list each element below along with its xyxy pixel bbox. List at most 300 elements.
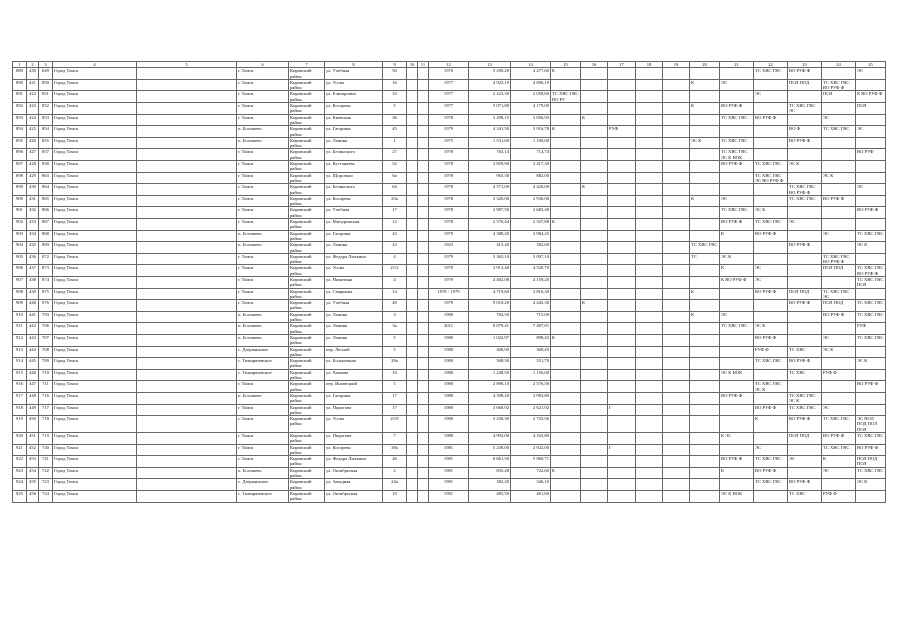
table-cell: 485,50: [469, 490, 511, 502]
table-cell: ул. Октябрьская: [325, 467, 383, 479]
table-cell: Город Томск: [53, 149, 137, 161]
table-cell: 447: [27, 381, 39, 393]
table-cell: 916: [13, 381, 27, 393]
table-cell: 891: [13, 91, 27, 103]
table-cell: К: [720, 230, 754, 242]
table-cell: Город Томск: [53, 276, 137, 288]
table-cell: [720, 242, 754, 254]
table-row: [13, 323, 886, 335]
table-cell: [137, 172, 237, 184]
table-cell: 763,14: [469, 149, 511, 161]
table-cell: [822, 358, 856, 370]
table-cell: [608, 392, 636, 404]
table-cell: Город Томск: [53, 479, 137, 491]
table-cell: [608, 149, 636, 161]
table-cell: [137, 392, 237, 404]
column-number: 13: [469, 62, 511, 68]
table-cell: [418, 467, 429, 479]
table-cell: ул. Пирогова: [325, 433, 383, 445]
table-cell: 874: [39, 276, 53, 288]
table-cell: [608, 242, 636, 254]
table-cell: [137, 103, 237, 115]
table-cell: [690, 184, 720, 196]
table-row: [13, 137, 886, 149]
table-cell: ТС ХВС ГВС: [754, 358, 788, 370]
table-cell: ЭС К: [856, 242, 886, 254]
table-cell: ул. Косарева: [325, 444, 383, 456]
table-cell: [137, 334, 237, 346]
table-cell: Кировский район: [289, 265, 325, 277]
table-cell: [407, 161, 418, 173]
table-cell: ТС ХВС ГВС ВО РУФ Ф: [788, 184, 822, 196]
table-cell: ТС ХВС ГВС: [788, 195, 822, 207]
table-cell: ул. Косарева: [325, 195, 383, 207]
table-cell: 710: [39, 369, 53, 381]
column-number: 25: [856, 62, 886, 68]
table-cell: Кировский район: [289, 346, 325, 358]
table-cell: [720, 416, 754, 433]
table-cell: 5: [383, 334, 407, 346]
table-cell: [581, 126, 608, 138]
table-cell: Город Томск: [53, 68, 137, 80]
table-cell: 923: [13, 467, 27, 479]
table-cell: [551, 346, 581, 358]
table-cell: [608, 137, 636, 149]
table-cell: г. Томск: [237, 195, 289, 207]
table-cell: [690, 323, 720, 335]
table-cell: ул. Гагарина: [325, 392, 383, 404]
table-cell: [663, 172, 690, 184]
table-cell: [720, 184, 754, 196]
table-cell: 1981: [429, 490, 469, 502]
table-cell: 3 298,15: [469, 114, 511, 126]
table-cell: 716: [39, 392, 53, 404]
table-cell: [690, 416, 720, 433]
table-cell: [636, 276, 663, 288]
table-cell: 864: [39, 184, 53, 196]
table-row: [13, 311, 886, 323]
table-cell: [551, 444, 581, 456]
table-cell: 873: [39, 265, 53, 277]
table-row: [13, 184, 886, 196]
table-cell: 5: [383, 346, 407, 358]
table-row: [13, 253, 886, 265]
table-cell: [690, 346, 720, 358]
table-cell: [636, 323, 663, 335]
table-cell: [720, 346, 754, 358]
table-cell: 14: [383, 288, 407, 300]
table-cell: 29а: [383, 195, 407, 207]
table-cell: 382,20: [469, 479, 511, 491]
table-cell: 422: [27, 91, 39, 103]
table-cell: Кировский район: [289, 334, 325, 346]
table-cell: 5: [383, 381, 407, 393]
table-cell: с. Тимирязевское: [237, 490, 289, 502]
table-cell: ТС ХВС ГВС: [856, 311, 886, 323]
table-cell: Город Томск: [53, 334, 137, 346]
table-cell: [636, 253, 663, 265]
table-cell: [690, 433, 720, 445]
table-cell: Город Томск: [53, 230, 137, 242]
table-cell: [407, 467, 418, 479]
table-cell: 709: [39, 358, 53, 370]
table-cell: 5 290,20: [469, 68, 511, 80]
table-cell: [720, 91, 754, 103]
table-cell: [407, 207, 418, 219]
table-row: [13, 416, 886, 433]
table-cell: [418, 207, 429, 219]
table-cell: 1978: [429, 161, 469, 173]
table-cell: [137, 369, 237, 381]
column-number: 24: [822, 62, 856, 68]
table-cell: 1978: [429, 219, 469, 231]
table-cell: г. Томск: [237, 416, 289, 433]
table-cell: [137, 276, 237, 288]
table-cell: [407, 184, 418, 196]
table-cell: ВО РУФ: [856, 149, 886, 161]
table-cell: [788, 230, 822, 242]
column-number: 9: [383, 62, 407, 68]
table-cell: К: [581, 184, 608, 196]
table-cell: [636, 456, 663, 468]
table-cell: ул. Гагарина: [325, 230, 383, 242]
table-cell: 17: [383, 404, 407, 416]
table-cell: 1981: [429, 456, 469, 468]
table-cell: 1978: [429, 149, 469, 161]
table-cell: [418, 149, 429, 161]
table-cell: Кировский район: [289, 311, 325, 323]
table-cell: 910: [13, 311, 27, 323]
table-cell: [418, 137, 429, 149]
table-cell: ЭС ПОЛ ПОД ПОЛ ПОЛ: [856, 416, 886, 433]
table-cell: ВО РУФ Ф: [720, 219, 754, 231]
table-cell: [663, 253, 690, 265]
table-cell: Кировский район: [289, 323, 325, 335]
table-cell: 453: [27, 456, 39, 468]
table-cell: 10: [383, 369, 407, 381]
table-cell: [636, 490, 663, 502]
table-cell: ул. Смирнова: [325, 288, 383, 300]
table-cell: [788, 265, 822, 277]
table-cell: [137, 404, 237, 416]
table-cell: Г: [608, 444, 636, 456]
table-cell: ПОЛ ПОД: [788, 288, 822, 300]
table-cell: 835,48: [469, 467, 511, 479]
table-cell: ТС ХВС: [788, 490, 822, 502]
table-cell: 421: [27, 79, 39, 91]
table-cell: 427: [27, 149, 39, 161]
table-cell: [137, 79, 237, 91]
table-cell: 432: [27, 207, 39, 219]
table-cell: Кировский район: [289, 300, 325, 312]
table-cell: [856, 404, 886, 416]
table-cell: [608, 311, 636, 323]
table-cell: 9 018,20: [469, 300, 511, 312]
table-cell: 901: [13, 207, 27, 219]
table-cell: ТС ХВС ГВС ЭС: [822, 288, 856, 300]
table-cell: ВО РУФ Ф: [856, 444, 886, 456]
table-cell: [636, 79, 663, 91]
table-cell: Город Томск: [53, 392, 137, 404]
table-cell: [690, 219, 720, 231]
table-cell: 3 859,90: [469, 161, 511, 173]
table-cell: [551, 149, 581, 161]
table-cell: 963,30: [469, 172, 511, 184]
table-cell: [822, 479, 856, 491]
table-cell: 2 058,60: [511, 91, 551, 103]
table-cell: 430: [27, 68, 39, 80]
table-cell: [137, 242, 237, 254]
column-number: 3: [39, 62, 53, 68]
table-cell: [663, 137, 690, 149]
table-cell: 6а: [383, 172, 407, 184]
table-cell: Город Томск: [53, 456, 137, 468]
table-cell: [407, 479, 418, 491]
table-cell: 721: [39, 456, 53, 468]
table-cell: [720, 288, 754, 300]
table-cell: 858: [39, 161, 53, 173]
table-cell: [822, 242, 856, 254]
table-cell: [551, 172, 581, 184]
table-cell: 4 179,00: [511, 103, 551, 115]
table-row: [13, 300, 886, 312]
table-cell: [608, 456, 636, 468]
table-cell: [407, 79, 418, 91]
table-cell: 27: [383, 149, 407, 161]
table-cell: [551, 300, 581, 312]
table-cell: 904: [13, 242, 27, 254]
table-cell: 346,10: [511, 479, 551, 491]
table-cell: [581, 242, 608, 254]
table-cell: ЭС: [822, 114, 856, 126]
table-cell: Кировский район: [289, 68, 325, 80]
table-cell: 33: [383, 91, 407, 103]
table-cell: ТС ХВС ГВС ЭС ВО РУФ Ф: [754, 172, 788, 184]
table-cell: Кировский район: [289, 79, 325, 91]
table-cell: 450: [27, 416, 39, 433]
table-cell: 1 248,50: [469, 369, 511, 381]
table-cell: ВО РУФ Ф: [856, 381, 886, 393]
table-row: [13, 444, 886, 456]
table-cell: [581, 91, 608, 103]
table-cell: ВО РУФ Ф: [754, 334, 788, 346]
table-cell: [663, 346, 690, 358]
table-cell: [636, 381, 663, 393]
table-cell: 896: [13, 149, 27, 161]
table-cell: 449: [27, 404, 39, 416]
table-cell: [137, 416, 237, 433]
table-cell: 875: [39, 288, 53, 300]
table-cell: 4 388,20: [469, 230, 511, 242]
table-cell: [663, 358, 690, 370]
table-cell: [581, 219, 608, 231]
table-cell: Г: [608, 404, 636, 416]
table-cell: [636, 91, 663, 103]
table-cell: ВО РУФ Ф: [754, 467, 788, 479]
table-cell: [608, 172, 636, 184]
table-cell: 1979: [429, 300, 469, 312]
table-cell: [608, 334, 636, 346]
table-cell: [137, 195, 237, 207]
table-cell: [137, 137, 237, 149]
table-cell: [856, 346, 886, 358]
table-cell: [788, 276, 822, 288]
table-cell: 893: [13, 114, 27, 126]
table-cell: 704,50: [469, 311, 511, 323]
table-cell: г. Томск: [237, 404, 289, 416]
table-cell: ВО РУФ Ф: [822, 433, 856, 445]
table-cell: ул. Ленина: [325, 137, 383, 149]
table-cell: 922: [13, 456, 27, 468]
table-cell: ТС ХВС ГВС: [720, 323, 754, 335]
table-cell: ВО РУФ Ф: [754, 114, 788, 126]
table-cell: [418, 334, 429, 346]
table-cell: с. Дзержинское: [237, 346, 289, 358]
table-cell: ВО РУФ Ф: [788, 137, 822, 149]
table-cell: [581, 392, 608, 404]
table-cell: [551, 114, 581, 126]
table-cell: Кировский район: [289, 219, 325, 231]
table-cell: Кировский район: [289, 381, 325, 393]
table-cell: [663, 392, 690, 404]
table-cell: [856, 219, 886, 231]
table-cell: ЭС К: [822, 172, 856, 184]
table-cell: ВО РУФ Ф: [856, 207, 886, 219]
table-cell: [551, 207, 581, 219]
table-cell: 4 341,50: [469, 126, 511, 138]
table-cell: [636, 265, 663, 277]
column-number: 8: [325, 62, 383, 68]
table-cell: [754, 311, 788, 323]
table-cell: [690, 207, 720, 219]
table-cell: ЭС: [822, 230, 856, 242]
table-cell: 446: [27, 369, 39, 381]
table-cell: [663, 444, 690, 456]
table-cell: 908: [13, 288, 27, 300]
table-cell: ЭС К: [788, 161, 822, 173]
table-cell: Город Томск: [53, 103, 137, 115]
table-cell: [754, 184, 788, 196]
table-cell: 917: [13, 392, 27, 404]
table-cell: [407, 68, 418, 80]
table-cell: 23: [383, 242, 407, 254]
table-cell: 903: [13, 230, 27, 242]
table-cell: РУФ Ф: [822, 369, 856, 381]
table-cell: [754, 433, 788, 445]
table-cell: [407, 219, 418, 231]
table-cell: 1977: [429, 79, 469, 91]
table-cell: ул. Учебная: [325, 68, 383, 80]
table-cell: [551, 404, 581, 416]
column-number: 7: [289, 62, 325, 68]
table-cell: Кировский район: [289, 253, 325, 265]
table-cell: [581, 404, 608, 416]
table-cell: Кировский район: [289, 433, 325, 445]
table-cell: 17: [383, 207, 407, 219]
table-cell: [581, 103, 608, 115]
table-cell: [551, 392, 581, 404]
table-cell: [407, 265, 418, 277]
table-cell: ул. Усова: [325, 416, 383, 433]
table-cell: ТС ХВС ГВС: [754, 161, 788, 173]
table-row: [13, 103, 886, 115]
table-cell: 2 936,00: [511, 195, 551, 207]
table-cell: [551, 369, 581, 381]
table-cell: 4 445,30: [511, 300, 551, 312]
table-cell: [137, 114, 237, 126]
table-cell: 5 238,00: [469, 444, 511, 456]
table-cell: Город Томск: [53, 172, 137, 184]
table-cell: Город Томск: [53, 444, 137, 456]
table-cell: 918: [13, 404, 27, 416]
table-cell: [663, 184, 690, 196]
table-cell: [608, 369, 636, 381]
table-cell: 451: [27, 433, 39, 445]
table-cell: 863: [39, 172, 53, 184]
table-cell: Кировский район: [289, 126, 325, 138]
table-cell: ВО РУФ Ф: [822, 311, 856, 323]
table-cell: 924: [13, 479, 27, 491]
table-cell: 1980: [429, 416, 469, 433]
table-cell: [663, 103, 690, 115]
table-cell: 722: [39, 467, 53, 479]
table-cell: Город Томск: [53, 381, 137, 393]
register-sheet: [12, 61, 886, 503]
table-cell: К: [690, 288, 720, 300]
table-cell: 1981: [429, 467, 469, 479]
table-cell: [636, 467, 663, 479]
table-cell: ул. Никитина: [325, 276, 383, 288]
table-cell: ТС ХВС ГВС: [856, 230, 886, 242]
table-cell: 43: [383, 230, 407, 242]
table-cell: [551, 490, 581, 502]
table-cell: [418, 195, 429, 207]
table-cell: ЭС: [856, 184, 886, 196]
table-cell: [137, 230, 237, 242]
table-cell: [822, 207, 856, 219]
table-cell: [418, 433, 429, 445]
table-cell: ул. Октябрьская: [325, 490, 383, 502]
table-cell: 1979: [429, 230, 469, 242]
table-cell: 456: [27, 490, 39, 502]
table-cell: [856, 288, 886, 300]
table-cell: 1980: [429, 346, 469, 358]
table-cell: [137, 288, 237, 300]
table-cell: [608, 323, 636, 335]
table-cell: ЭС: [754, 444, 788, 456]
table-cell: 3 097,10: [511, 253, 551, 265]
table-cell: [690, 126, 720, 138]
table-cell: 2011: [429, 323, 469, 335]
table-row: [13, 79, 886, 91]
table-cell: 424: [27, 114, 39, 126]
table-row: [13, 369, 886, 381]
table-cell: ТС ХВС ГВС: [822, 126, 856, 138]
table-cell: [663, 149, 690, 161]
table-cell: [822, 184, 856, 196]
column-number: 20: [690, 62, 720, 68]
table-cell: [137, 265, 237, 277]
table-cell: 851: [39, 91, 53, 103]
table-row: [13, 195, 886, 207]
table-cell: ВО РУФ Ф: [754, 288, 788, 300]
table-cell: ул. Гагарина: [325, 126, 383, 138]
table-cell: [137, 219, 237, 231]
table-cell: 426: [27, 137, 39, 149]
table-cell: ул. Пирогова: [325, 404, 383, 416]
table-cell: п. Богашево: [237, 126, 289, 138]
table-cell: [856, 137, 886, 149]
